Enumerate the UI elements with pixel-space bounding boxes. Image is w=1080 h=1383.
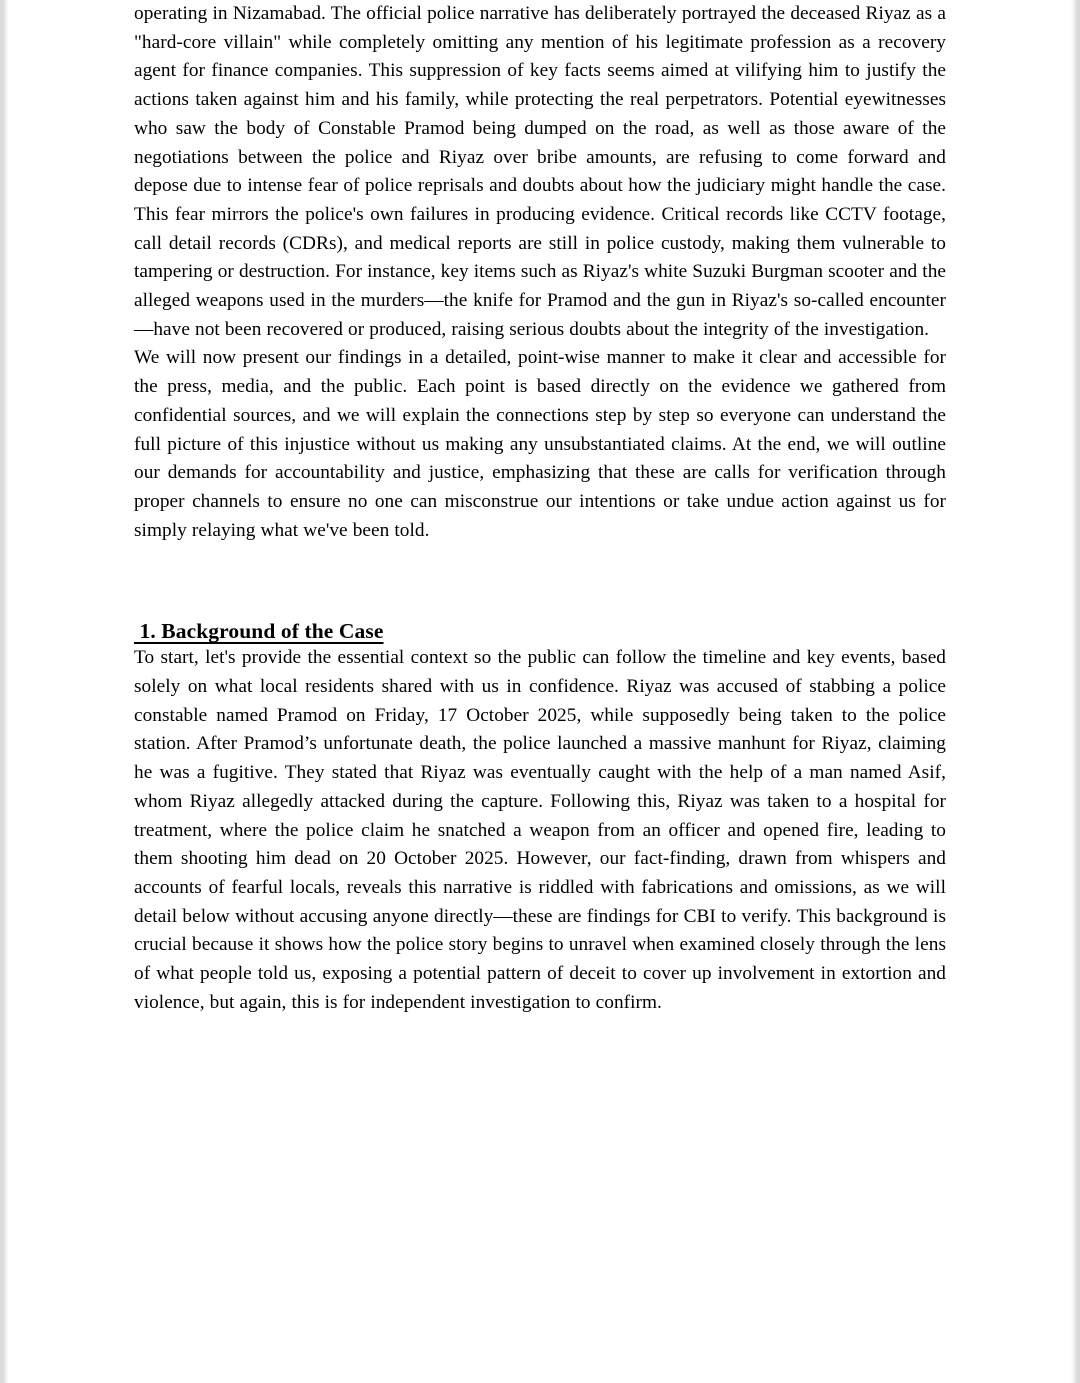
page-edge-right-shadow — [1071, 0, 1080, 1383]
paragraph-continued: operating in Nizamabad. The official police narrative has deliberately portrayed the deceased Riyaz as a "hard-core villain" while completely omitting any mention of his legitimate profession as a recovery agent for finance companies. This suppression of key facts seems aimed at vilifying him to justify the actions taken against him and his family, while protecting the real perpetrators. Potential eyewitnesses who saw the body of Constable Pramod being dumped on the road, as well as those aware of the negotiations between the police and Riyaz over bribe amounts, are refusing to come forward and depose due to intense fear of police reprisals and doubts about how the judiciary might handle the case. This fear mirrors the police's own failures in producing evidence. Critical records like CCTV footage, call detail records (CDRs), and medical reports are still in police custody, making them vulnerable to tampering or destruction. For instance, key items such as Riyaz's white Suzuki Burgman scooter and the alleged weapons used in the murders—the knife for Pramod and the gun in Riyaz's so-called encounter—have not been recovered or produced, raising serious doubts about the integrity of the investigation. — [134, 3, 946, 340]
heading-text: 1. Background of the Case — [134, 619, 384, 644]
paragraph-findings-intro: We will now present our findings in a detailed, point-wise manner to make it clear and accessible for the press, media, and the public. Each point is based directly on the evidence we gathered from confidential sources, and we will explain the connections step by step so everyone can understand the full picture of this injustice without us making any unsubstantiated claims. At the end, we will outline our demands for accountability and justice, emphasizing that these are calls for verification through proper channels to ensure no one can misconstrue our intentions or take undue action against us for simply relaying what we've been told. — [134, 347, 946, 541]
heading-background-of-the-case — [134, 618, 946, 644]
document-page — [134, 0, 946, 1018]
page-edge-left-shadow — [0, 0, 9, 1383]
paragraph-background: To start, let's provide the essential context so the public can follow the timeline and key events, based solely on what local residents shared with us in confidence. Riyaz was accused of stabbing a police constable named Pramod on Friday, 17 October 2025, while supposedly being taken to the police station. After Pramod’s unfortunate death, the police launched a massive manhunt for Riyaz, claiming he was a fugitive. They stated that Riyaz was eventually caught with the help of a man named Asif, whom Riyaz allegedly attacked during the capture. Following this, Riyaz was taken to a hospital for treatment, where the police claim he snatched a weapon from an officer and opened fire, leading to them shooting him dead on 20 October 2025. However, our fact-finding, drawn from whispers and accounts of fearful locals, reveals this narrative is riddled with fabrications and omissions, as we will detail below without accusing anyone directly—these are findings for CBI to verify. This background is crucial because it shows how the police story begins to unravel when examined closely through the lens of what people told us, exposing a potential pattern of deceit to cover up involvement in extortion and violence, but again, this is for independent investigation to confirm. — [134, 647, 946, 1013]
